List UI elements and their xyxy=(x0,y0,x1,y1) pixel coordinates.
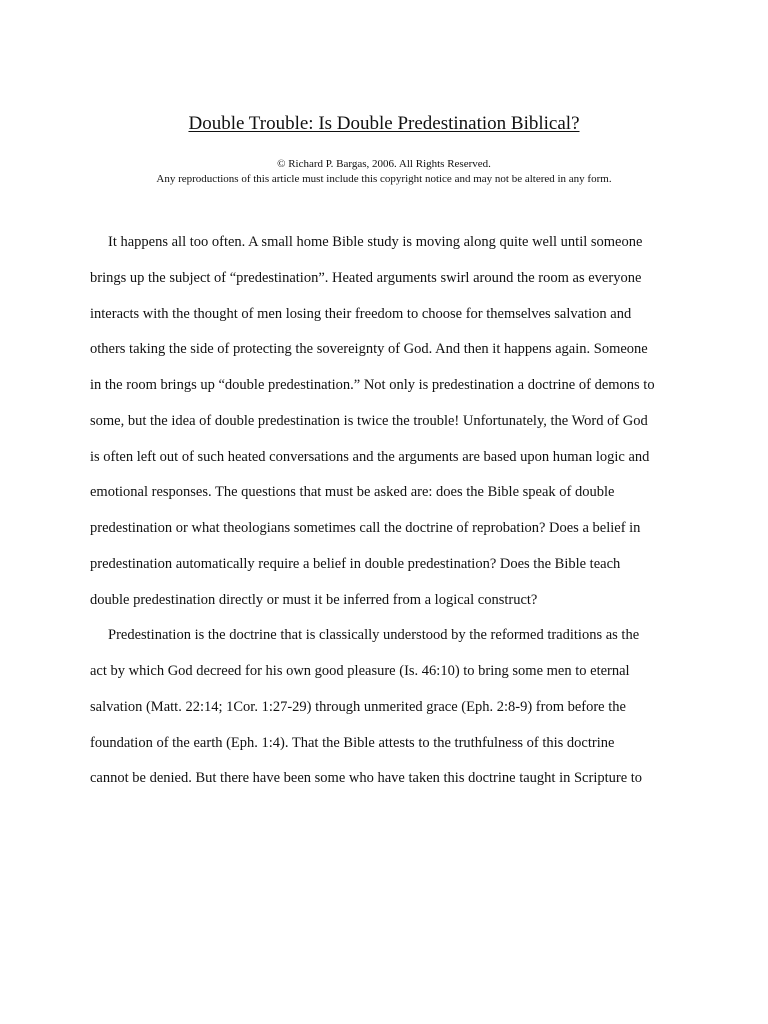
body-line: Predestination is the doctrine that is classically understood by the reformed traditions as the xyxy=(108,627,640,644)
body-line: act by which God decreed for his own good pleasure (Is. 46:10) to bring some men to eternal xyxy=(90,663,630,679)
body-line: salvation (Matt. 22:14; 1Cor. 1:27-29) through unmerited grace (Eph. 2:8-9) from before the xyxy=(90,698,626,715)
document-title: Double Trouble: Is Double Predestination Biblical? xyxy=(188,113,580,134)
body-line: emotional responses. The questions that must be asked are: does the Bible speak of double xyxy=(90,484,615,501)
body-line: foundation of the earth (Eph. 1:4). That the Bible attests to the truthfulness of this doctrine xyxy=(90,734,615,751)
body-line: double predestination directly or must it be inferred from a logical construct? xyxy=(90,591,538,608)
body-line: brings up the subject of “predestination”. Heated arguments swirl around the room as everyone xyxy=(90,269,642,286)
article-body xyxy=(90,225,690,797)
body-line: is often left out of such heated conversations and the arguments are based upon human logic and xyxy=(90,448,650,465)
body-line: interacts with the thought of men losing their freedom to choose for themselves salvation and xyxy=(90,305,632,322)
body-line: predestination or what theologians sometimes call the doctrine of reprobation? Does a belief in xyxy=(90,520,641,536)
body-line: some, but the idea of double predestination is twice the trouble! Unfortunately, the Word of God xyxy=(90,412,648,429)
copyright-line: © Richard P. Bargas, 2006. All Rights Reserved. xyxy=(277,158,491,170)
body-line: It happens all too often. A small home Bible study is moving along quite well until someone xyxy=(108,234,643,250)
body-line: others taking the side of protecting the sovereignty of God. And then it happens again. Someone xyxy=(90,341,648,358)
body-line: cannot be denied. But there have been some who have taken this doctrine taught in Scripture to xyxy=(90,770,643,787)
copyright-notice: Any reproductions of this article must include this copyright notice and may not be altered in any form. xyxy=(156,173,612,185)
body-line: predestination automatically require a belief in double predestination? Does the Bible teach xyxy=(90,555,621,572)
body-line: in the room brings up “double predestination.” Not only is predestination a doctrine of demons to xyxy=(90,377,655,393)
